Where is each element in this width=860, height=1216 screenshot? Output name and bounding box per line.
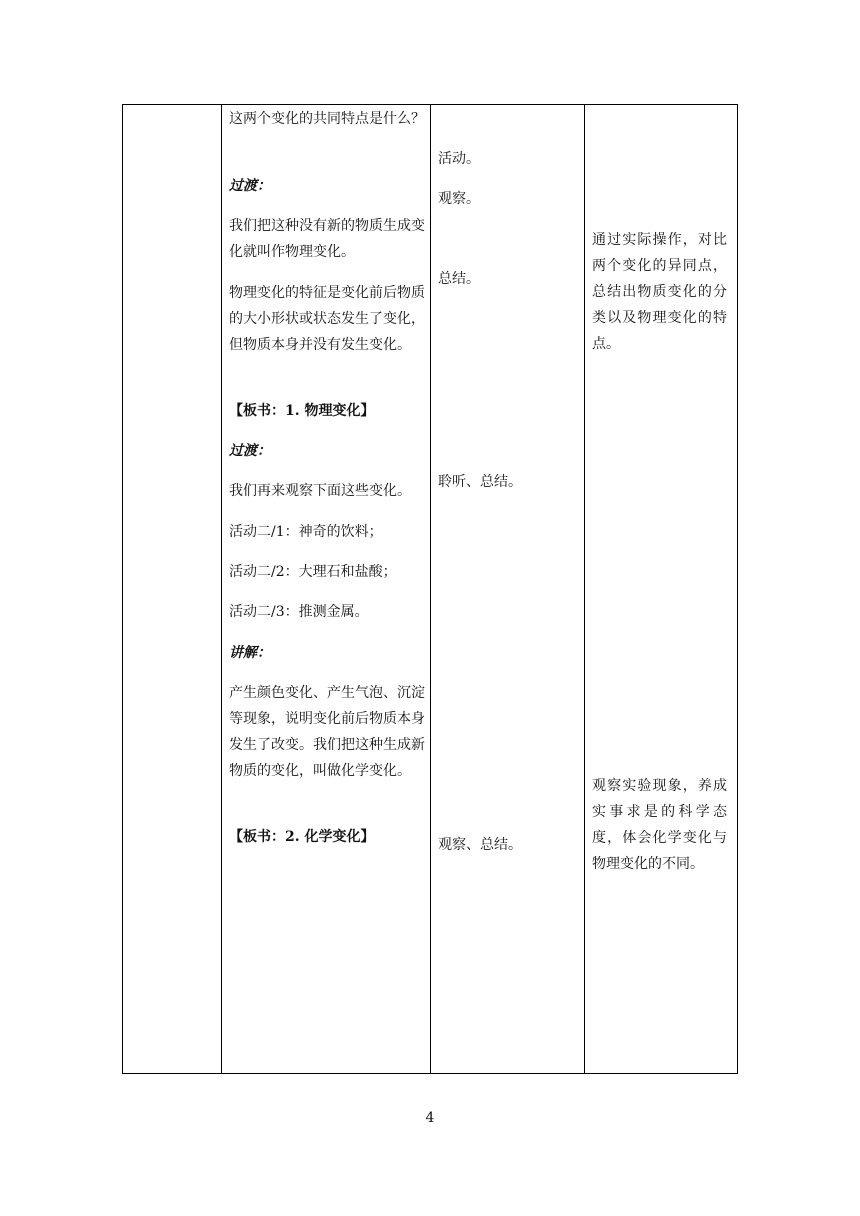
- physical-change-intro: 我们把这种没有新的物质生成变化就叫作物理变化。: [229, 218, 425, 260]
- chemical-change-explanation: 产生颜色变化、产生气泡、沉淀等现象，说明变化前后物质本身发生了改变。我们把这种生成新物质的变化，叫做化学变化。: [229, 685, 425, 779]
- board-note-chemical: 【板书：2. 化学变化】: [229, 829, 375, 845]
- column-divider-2: [430, 105, 431, 1073]
- observe-prompt: 我们再来观察下面这些变化。: [229, 483, 411, 499]
- explanation-heading: 讲解：: [229, 645, 271, 661]
- student-activity-4: 聆听、总结。: [438, 474, 522, 490]
- transition-heading: 过渡：: [229, 178, 271, 194]
- student-activity-1: 活动。: [438, 151, 480, 167]
- student-activity-5: 观察、总结。: [438, 837, 522, 853]
- column-divider-3: [584, 105, 585, 1073]
- student-activity-2: 观察。: [438, 191, 480, 207]
- physical-change-feature: 物理变化的特征是变化前后物质的大小形状或状态发生了变化，但物质本身并没有发生变化。: [229, 285, 425, 353]
- activity-item-1: 活动二/1：神奇的饮料；: [229, 524, 383, 540]
- design-intent-2: 观察实验现象，养成实事求是的科学态度，体会化学变化与物理变化的不同。: [592, 778, 727, 872]
- question-text: 这两个变化的共同特点是什么？: [229, 111, 425, 127]
- student-activity-3: 总结。: [438, 271, 480, 287]
- design-intent-1: 通过实际操作，对比两个变化的异同点，总结出物质变化的分类以及物理变化的特点。: [592, 232, 727, 352]
- column-divider-1: [221, 105, 222, 1073]
- activity-item-2: 活动二/2：大理石和盐酸；: [229, 564, 397, 580]
- page-number: 4: [425, 1110, 435, 1126]
- lesson-table: [122, 104, 738, 1074]
- activity-item-3: 活动二/3：推测金属。: [229, 604, 369, 620]
- transition-heading-2: 过渡：: [229, 443, 271, 459]
- board-note-physical: 【板书：1. 物理变化】: [229, 403, 375, 419]
